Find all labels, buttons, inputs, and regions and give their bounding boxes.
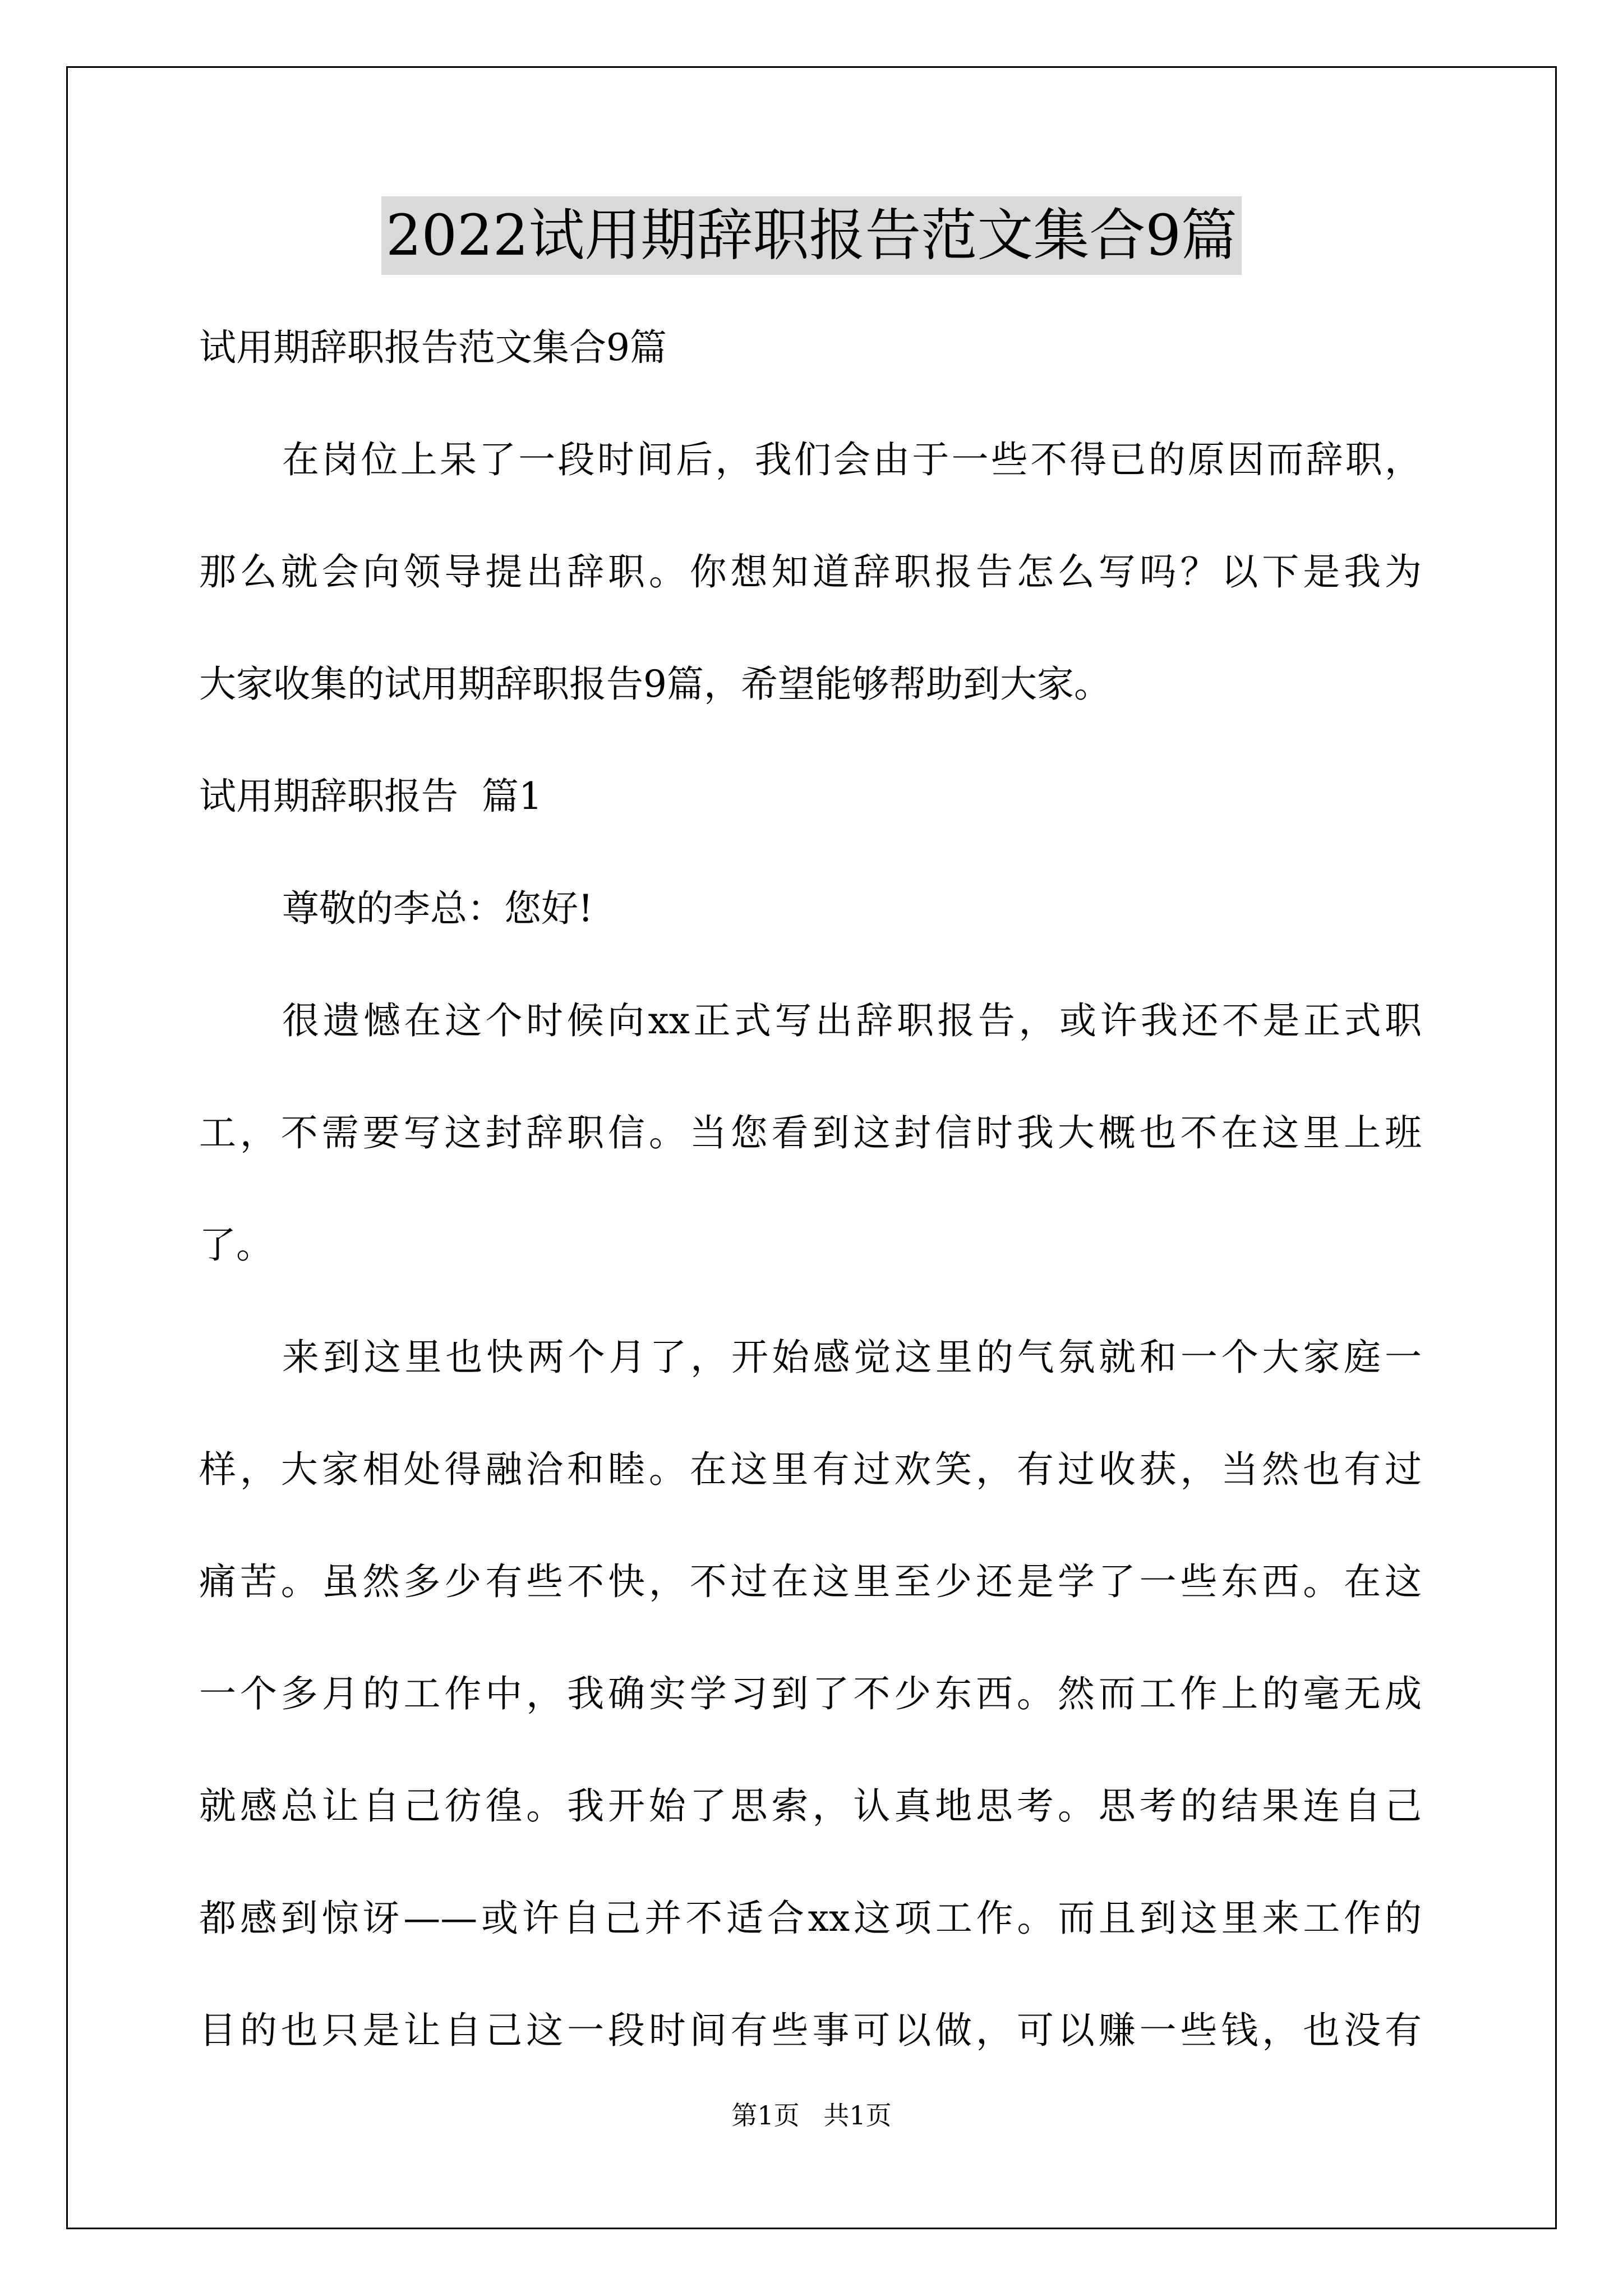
page-number: 第1页 [731, 2100, 800, 2131]
text-line: 一个多月的工作中，我确实学习到了不少东西。然而工作上的毫无成 [199, 1672, 1422, 1715]
text-line: 痛苦。虽然多少有些不快，不过在这里至少还是学了一些东西。在这 [199, 1560, 1422, 1603]
document-title: 2022试用期辞职报告范文集合9篇 [381, 196, 1242, 275]
text-line: 目的也只是让自己这一段时间有些事可以做，可以赚一些钱，也没有 [199, 2009, 1422, 2052]
section-heading: 试用期辞职报告 篇1 [199, 775, 542, 818]
text-line: 了。 [199, 1223, 273, 1267]
page-footer [0, 2095, 1623, 2132]
text-line: 样，大家相处得融洽和睦。在这里有过欢笑，有过收获，当然也有过 [199, 1448, 1422, 1491]
text-line: 工，不需要写这封辞职信。当您看到这封信时我大概也不在这里上班 [199, 1111, 1422, 1154]
text-line: 那么就会向领导提出辞职。你想知道辞职报告怎么写吗？以下是我为 [199, 550, 1422, 593]
salutation: 尊敬的李总：您好! [282, 887, 593, 930]
text-line: 在岗位上呆了一段时间后，我们会由于一些不得已的原因而辞职， [282, 438, 1422, 481]
subtitle-line: 试用期辞职报告范文集合9篇 [199, 326, 667, 369]
text-line: 大家收集的试用期辞职报告9篇，希望能够帮助到大家。 [199, 662, 1111, 706]
text-line: 都感到惊讶——或许自己并不适合xx这项工作。而且到这里来工作的 [199, 1897, 1422, 1940]
title-container [0, 196, 1623, 275]
text-line: 来到这里也快两个月了，开始感觉这里的气氛就和一个大家庭一 [282, 1336, 1422, 1379]
text-line: 就感总让自己彷徨。我开始了思索，认真地思考。思考的结果连自己 [199, 1784, 1422, 1828]
text-line: 很遗憾在这个时候向xx正式写出辞职报告，或许我还不是正式职 [282, 999, 1422, 1042]
page-total: 共1页 [823, 2100, 892, 2131]
